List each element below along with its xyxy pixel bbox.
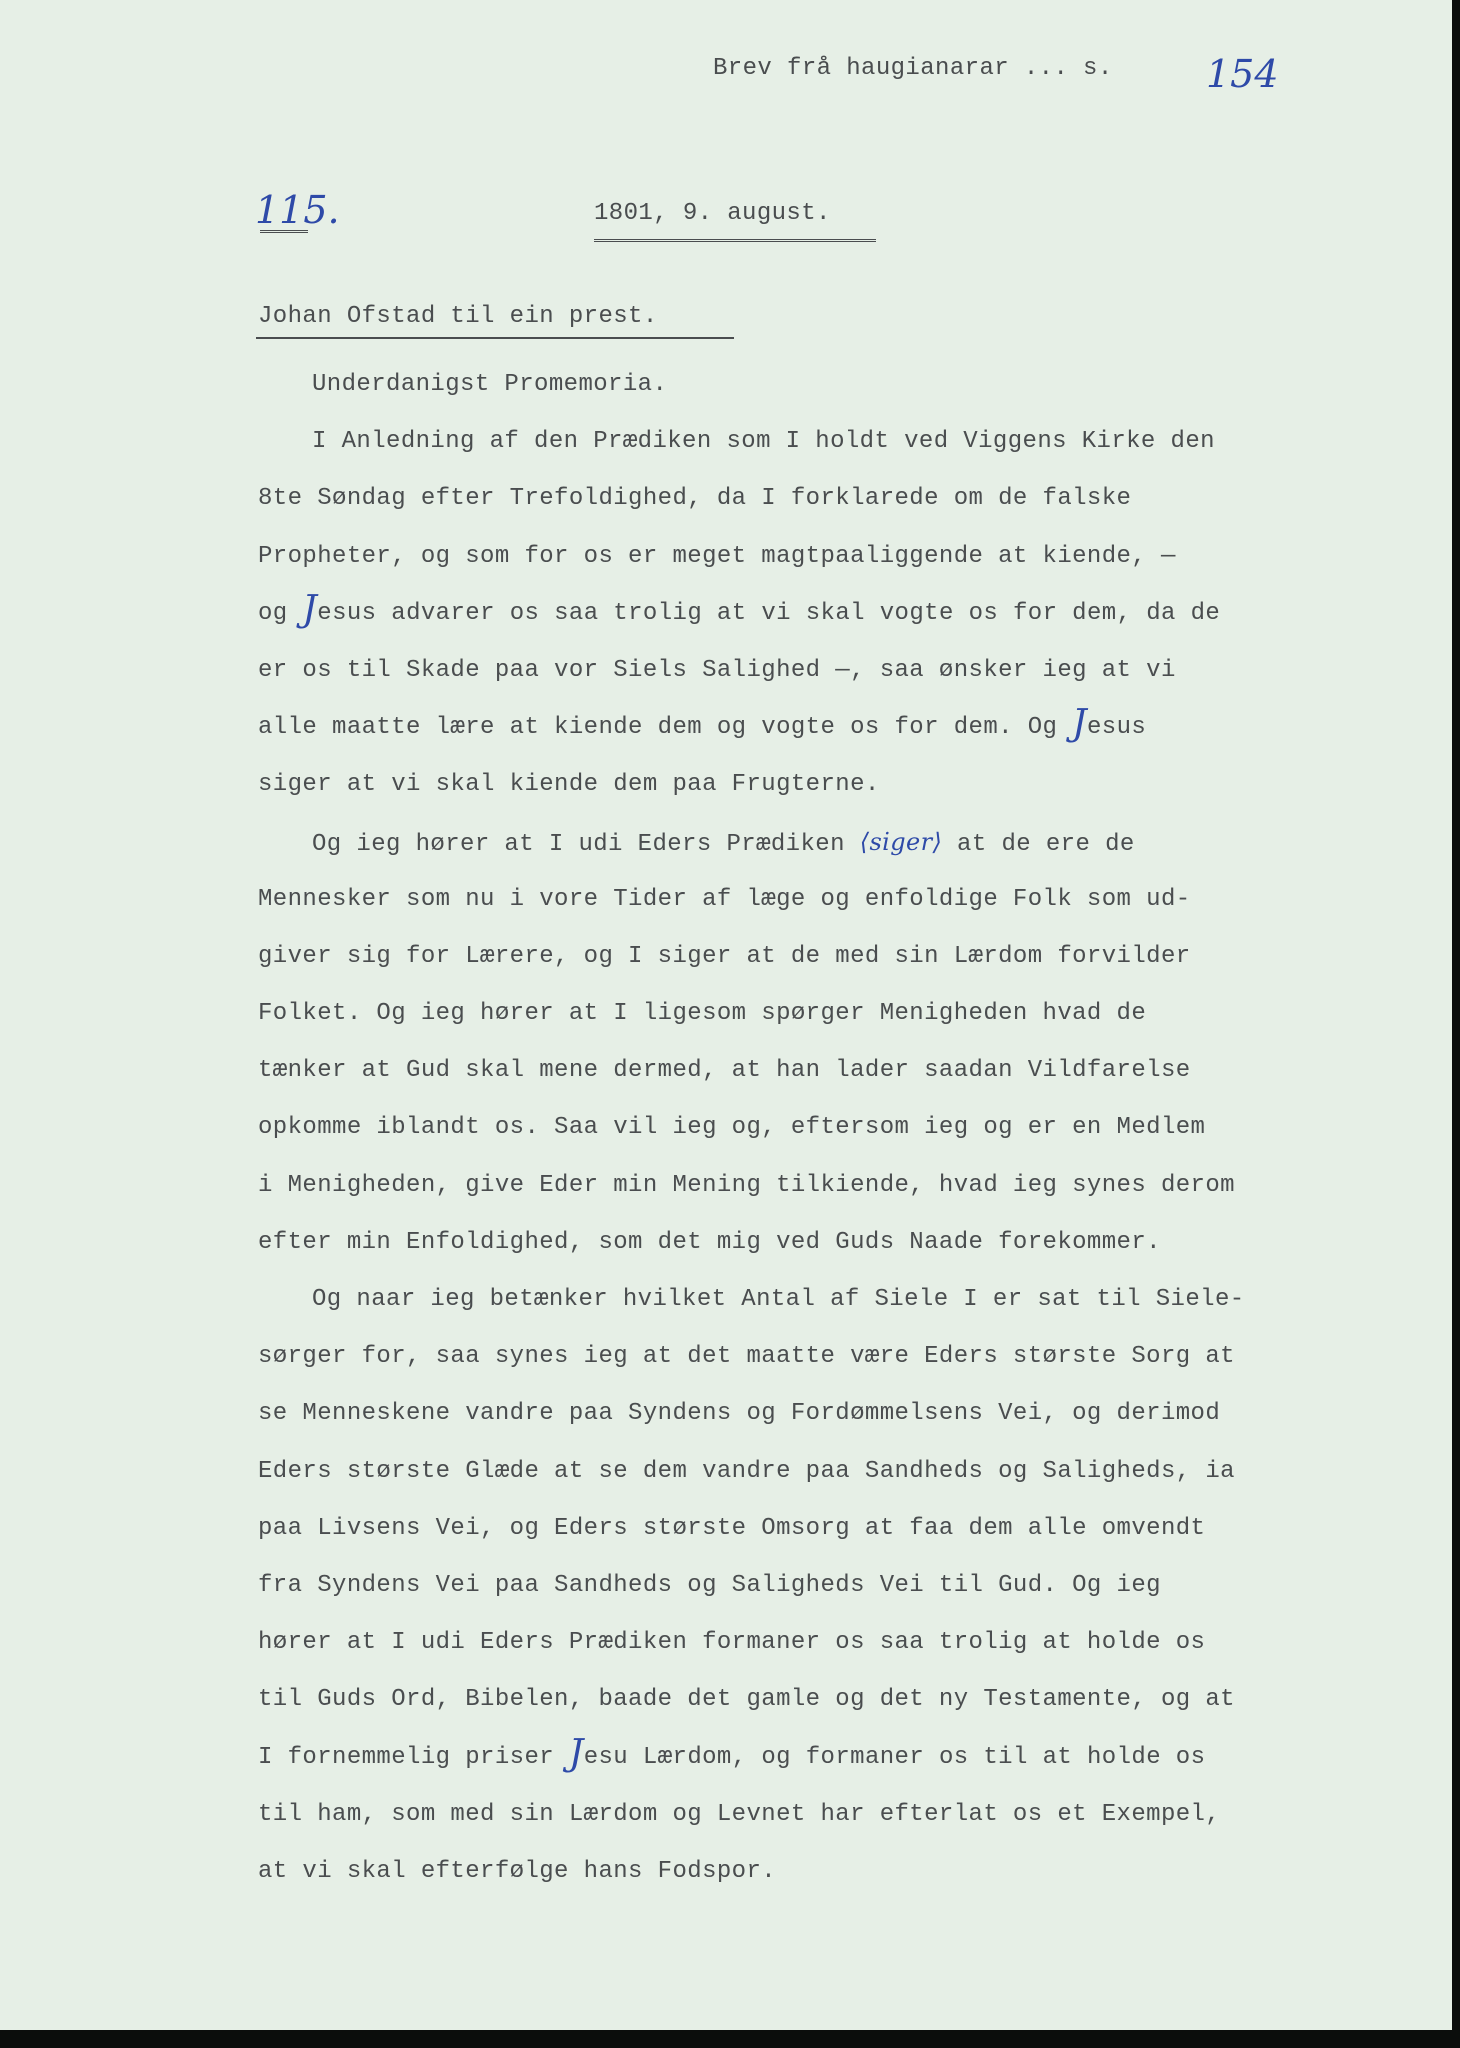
page-number: 154 bbox=[1206, 52, 1279, 96]
document-number: 115. bbox=[255, 188, 340, 232]
letter-title: Johan Ofstad til ein prest. bbox=[258, 303, 658, 330]
body-line: I fornemmelig priser Jesu Lærdom, og formaner os til at holde os bbox=[258, 1732, 1206, 1774]
letter-title-underline bbox=[256, 337, 734, 339]
body-line: se Menneskene vandre paa Syndens og Fordømmelsens Vei, og derimod bbox=[258, 1400, 1221, 1428]
body-line: paa Livsens Vei, og Eders største Omsorg at faa dem alle omvendt bbox=[258, 1514, 1206, 1542]
archive-reference: Brev frå haugianarar ... s. bbox=[713, 55, 1113, 82]
body-line: til Guds Ord, Bibelen, baade det gamle og det ny Testamente, og at bbox=[258, 1686, 1235, 1714]
body-line: Propheter, og som for os er meget magtpaaliggende at kiende, — bbox=[258, 542, 1176, 570]
body-line: i Menigheden, give Eder min Mening tilkiende, hvad ieg synes derom bbox=[258, 1171, 1235, 1199]
body-line: til ham, som med sin Lærdom og Levnet har efterlat os et Exempel, bbox=[258, 1800, 1221, 1828]
handwritten-correction: J bbox=[568, 1732, 584, 1774]
body-line: sørger for, saa synes ieg at det maatte være Eders største Sorg at bbox=[258, 1343, 1235, 1371]
body-line: at vi skal efterfølge hans Fodspor. bbox=[258, 1857, 777, 1885]
body-line: og Jesus advarer os saa trolig at vi skal vogte os for dem, da de bbox=[258, 588, 1221, 630]
body-line: 8te Søndag efter Trefoldighed, da I forklarede om de falske bbox=[258, 485, 1132, 513]
document-number-underline bbox=[260, 230, 308, 233]
body-line: Folket. Og ieg hører at I ligesom spørger Menigheden hvad de bbox=[258, 1000, 1147, 1028]
document-date: 1801, 9. august. bbox=[594, 200, 831, 227]
handwritten-insertion: ⟨siger⟩ bbox=[859, 827, 943, 856]
body-line: Underdanigst Promemoria. bbox=[312, 371, 668, 398]
body-line: siger at vi skal kiende dem paa Frugterne. bbox=[258, 771, 880, 799]
body-line: opkomme iblandt os. Saa vil ieg og, eftersom ieg og er en Medlem bbox=[258, 1114, 1206, 1142]
body-line: tænker at Gud skal mene dermed, at han lader saadan Vildfarelse bbox=[258, 1057, 1191, 1085]
document-date-underline bbox=[594, 239, 876, 242]
body-line: Eders største Glæde at se dem vandre paa Sandheds og Saligheds, ia bbox=[258, 1457, 1235, 1485]
handwritten-correction: J bbox=[1072, 703, 1087, 745]
body-line: hører at I udi Eders Prædiken formaner os saa trolig at holde os bbox=[258, 1629, 1206, 1657]
body-line: er os til Skade paa vor Siels Salighed —, saa ønsker ieg at vi bbox=[258, 656, 1176, 684]
body-line: efter min Enfoldighed, som det mig ved Guds Naade forekommer. bbox=[258, 1228, 1161, 1256]
body-line: fra Syndens Vei paa Sandheds og Saligheds Vei til Gud. Og ieg bbox=[258, 1571, 1161, 1599]
body-line: I Anledning af den Prædiken som I holdt ved Viggens Kirke den bbox=[312, 428, 1215, 456]
letter-body bbox=[258, 356, 1418, 1900]
body-line: Og ieg hører at I udi Eders Prædiken ⟨siger⟩ at de ere de bbox=[312, 827, 1135, 858]
body-line: Og naar ieg betænker hvilket Antal af Siele I er sat til Siele- bbox=[312, 1286, 1245, 1313]
body-line: alle maatte lære at kiende dem og vogte os for dem. Og Jesus bbox=[258, 703, 1147, 745]
body-line: Mennesker som nu i vore Tider af læge og enfoldige Folk som ud- bbox=[258, 885, 1191, 913]
body-line: giver sig for Lærere, og I siger at de med sin Lærdom forvilder bbox=[258, 942, 1191, 970]
handwritten-correction: J bbox=[302, 588, 318, 630]
